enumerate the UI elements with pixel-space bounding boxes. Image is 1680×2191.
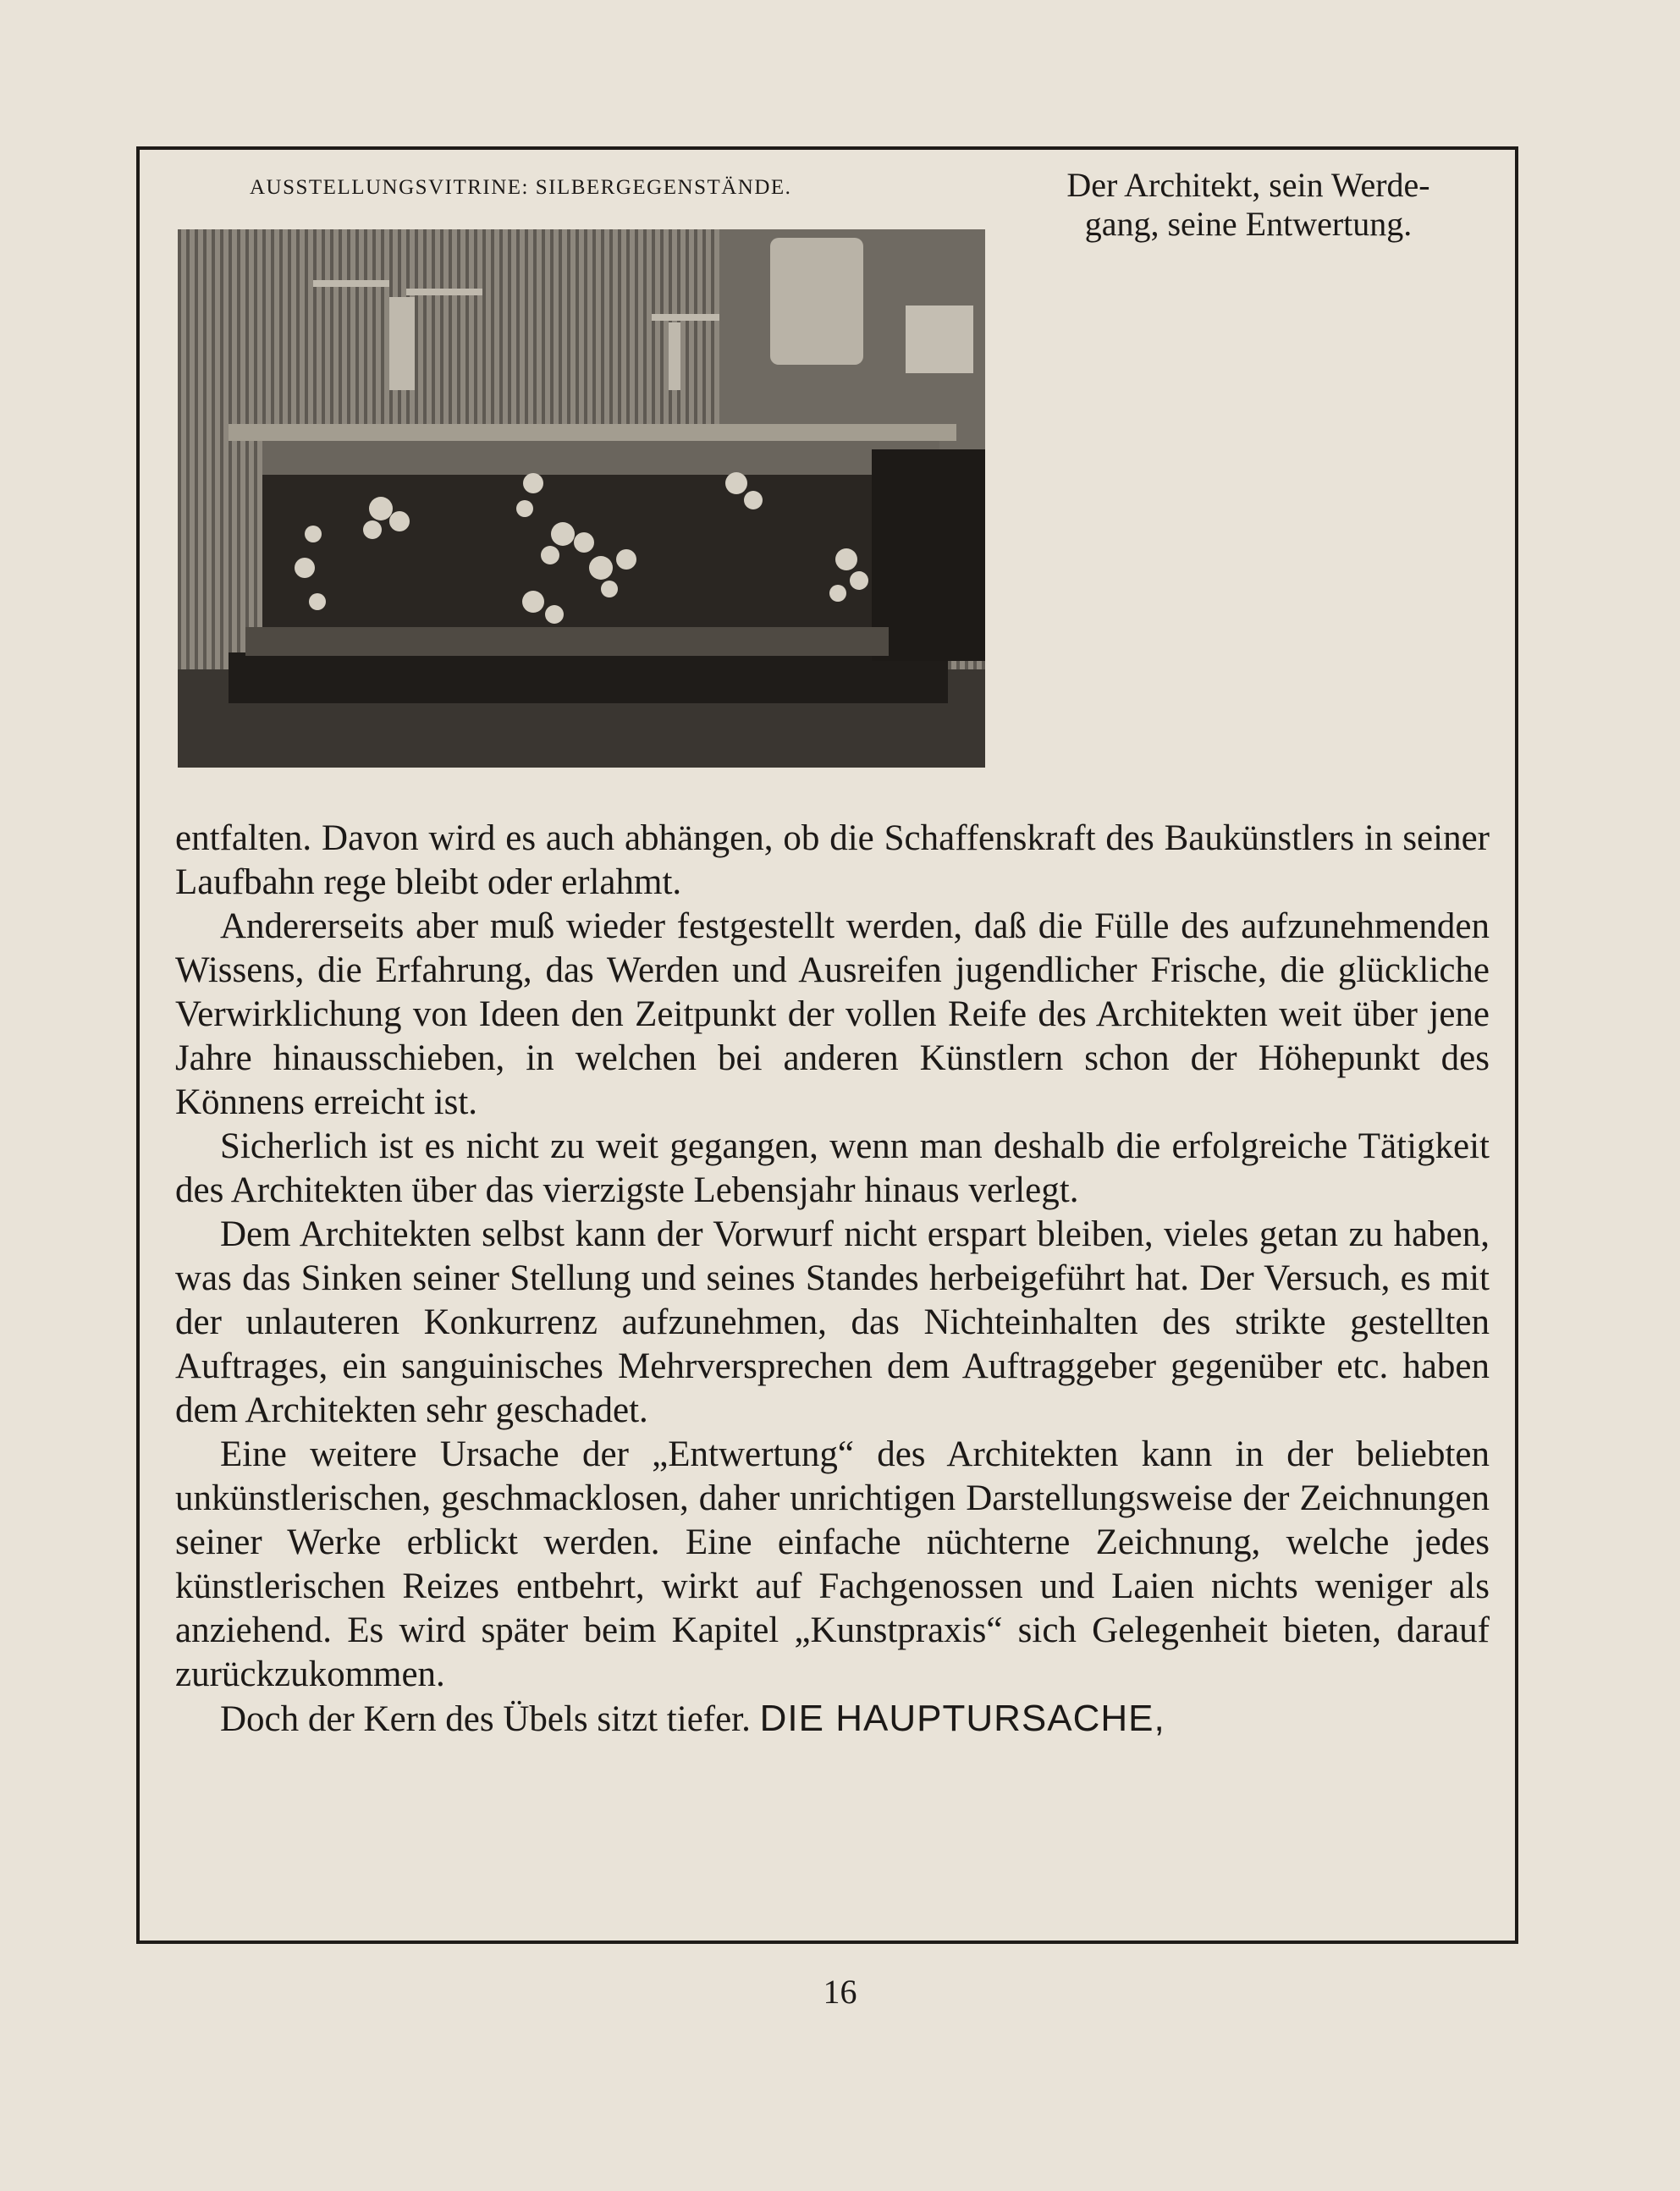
page-number: 16 (823, 1973, 857, 2011)
paragraph-last (175, 1697, 1490, 1742)
side-heading (999, 166, 1498, 244)
paragraph: Dem Architekten selbst kann der Vorwurf nicht erspart bleiben, vieles getan zu haben, was das Sinken seiner Stellung und seines Standes herbeigeführt hat. Der Versuch, es mit der unlauteren Konkurrenz aufzunehmen, das Nichteinhalten des strikte gestellten Auftrages, ein sanguinisches Mehrversprechen dem Auftraggeber gegenüber etc. haben dem Architekten sehr geschadet. (175, 1214, 1490, 1430)
paragraph: entfalten. Davon wird es auch abhängen, ob die Schaffenskraft des Baukünstlers in seiner Laufbahn rege bleibt oder erlahmt. (175, 818, 1490, 902)
cabinet-photo-icon (178, 229, 985, 768)
figure-caption: AUSSTELLUNGSVITRINE: SILBERGEGENSTÄNDE. (250, 176, 792, 199)
side-heading-line-2: gang, seine Entwertung. (1084, 205, 1413, 243)
paragraph-last-caps: DIE HAUPTURSACHE, (759, 1698, 1165, 1739)
paragraph: Eine weitere Ursache der „Entwertung“ des Architekten kann in der beliebten unkünstlerischen, geschmacklosen, daher unrichtigen Darstellungsweise der Zeichnungen seiner Werke erblickt werden. Eine einfache nüchterne Zeichnung, welche jedes künstlerischen Reizes entbehrt, wirkt auf Fachgenossen und Laien nichts weniger als anziehend. Es wird später beim Kapitel „Kunstpraxis“ sich Gelegenheit bieten, darauf zurückzukommen. (175, 1434, 1490, 1694)
paragraph: Sicherlich ist es nicht zu weit gegangen, wenn man deshalb die erfolgreiche Tätigkeit des Architekten über das vierzigste Lebensjahr hinaus verlegt. (175, 1126, 1490, 1210)
photo-display-cabinet (178, 229, 985, 768)
paragraph: Andererseits aber muß wieder festgestellt werden, daß die Fülle des aufzunehmenden Wissens, die Erfahrung, das Werden und Ausreifen jugendlicher Frische, die glückliche Verwirklichung von Ideen den Zeitpunkt der vollen Reife des Architekten weit über jene Jahre hinausschieben, in welchen bei anderen Künstlern schon der Höhepunkt des Könnens erreicht ist. (175, 906, 1490, 1122)
paragraph-last-text: Doch der Kern des Übels sitzt tiefer. (220, 1699, 751, 1739)
body-text (175, 817, 1490, 1742)
side-heading-line-1: Der Architekt, sein Werde- (1066, 166, 1430, 204)
